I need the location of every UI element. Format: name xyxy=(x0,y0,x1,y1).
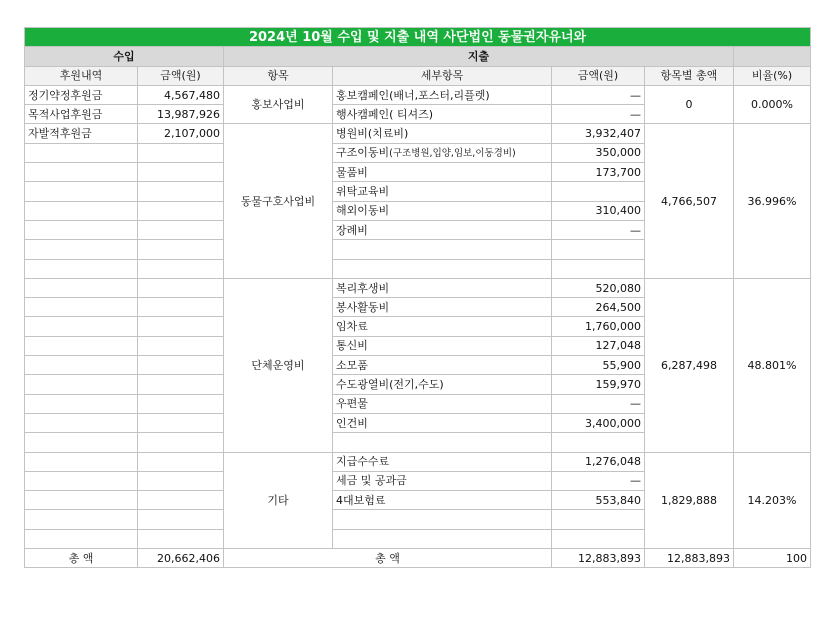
col-header-ratio: 비율(%) xyxy=(734,66,811,85)
detail-label: 수도광열비(전기,수도) xyxy=(336,377,444,391)
detail-label: 봉사활동비 xyxy=(336,300,390,314)
category-ratio: 0.000% xyxy=(734,85,811,124)
detail-amount: 553,840 xyxy=(552,491,645,510)
detail-amount: 55,900 xyxy=(552,356,645,375)
detail-label: 우편물 xyxy=(336,397,368,411)
category-ratio: 36.996% xyxy=(734,124,811,278)
income-label-empty xyxy=(25,452,138,471)
income-amount-empty xyxy=(138,375,224,394)
category-grand-total: 12,883,893 xyxy=(645,549,734,568)
detail-item xyxy=(333,529,552,548)
income-label-empty xyxy=(25,336,138,355)
category-name: 기타 xyxy=(224,452,333,548)
detail-amount: 127,048 xyxy=(552,336,645,355)
expense-section-header: 지출 xyxy=(224,47,734,66)
income-amount-empty xyxy=(138,298,224,317)
table-row xyxy=(25,452,811,471)
category-total: 4,766,507 xyxy=(645,124,734,278)
income-label-empty xyxy=(25,278,138,297)
detail-label: 물품비 xyxy=(336,165,368,179)
detail-label: 홍보캠페인(배너,포스터,리플렛) xyxy=(336,88,490,102)
detail-label: 행사캠페인( 티셔즈) xyxy=(336,107,434,121)
category-total: 1,829,888 xyxy=(645,452,734,548)
page-title: 2024년 10월 수입 및 지출 내역 사단법인 동물권자유너와 xyxy=(25,28,811,47)
category-name: 단체운영비 xyxy=(224,278,333,452)
income-amount-empty xyxy=(138,240,224,259)
detail-item xyxy=(333,471,552,490)
detail-item xyxy=(333,298,552,317)
detail-label: 인건비 xyxy=(336,416,368,430)
detail-amount xyxy=(552,433,645,452)
detail-label: 지급수수료 xyxy=(336,455,390,469)
category-total: 0 xyxy=(645,85,734,124)
detail-label: 병원비(치료비) xyxy=(336,127,409,141)
section-header-blank xyxy=(734,47,811,66)
detail-label: 소모품 xyxy=(336,358,368,372)
detail-amount: 310,400 xyxy=(552,201,645,220)
col-header-category-total: 항목별 총액 xyxy=(645,66,734,85)
table-row xyxy=(25,85,811,104)
detail-item xyxy=(333,491,552,510)
detail-amount: — xyxy=(552,220,645,239)
income-label-empty xyxy=(25,394,138,413)
table-row xyxy=(25,124,811,143)
expense-total-label: 총 액 xyxy=(224,549,552,568)
income-amount-empty xyxy=(138,163,224,182)
income-amount-empty xyxy=(138,491,224,510)
income-amount-empty xyxy=(138,182,224,201)
detail-amount: 350,000 xyxy=(552,143,645,162)
income-total: 20,662,406 xyxy=(138,549,224,568)
detail-amount: 3,932,407 xyxy=(552,124,645,143)
income-label-empty xyxy=(25,220,138,239)
income-amount-empty xyxy=(138,220,224,239)
detail-label: 복리후생비 xyxy=(336,281,390,295)
category-total: 6,287,498 xyxy=(645,278,734,452)
detail-item xyxy=(333,220,552,239)
detail-label: 구조이동비 xyxy=(336,145,390,159)
income-amount-empty xyxy=(138,278,224,297)
income-amount-empty xyxy=(138,529,224,548)
ledger-body xyxy=(25,28,811,568)
detail-label: 임차료 xyxy=(336,320,368,334)
detail-item xyxy=(333,356,552,375)
income-amount-empty xyxy=(138,433,224,452)
col-header-income-amount: 금액(원) xyxy=(138,66,224,85)
detail-amount: — xyxy=(552,394,645,413)
income-amount: 13,987,926 xyxy=(138,105,224,124)
income-label-empty xyxy=(25,240,138,259)
col-header-donation-type: 후원내역 xyxy=(25,66,138,85)
detail-item xyxy=(333,240,552,259)
income-amount: 2,107,000 xyxy=(138,124,224,143)
detail-amount: 1,760,000 xyxy=(552,317,645,336)
detail-label: 4대보험료 xyxy=(336,493,386,507)
totals-row xyxy=(25,549,811,568)
detail-item xyxy=(333,143,552,162)
income-label-empty xyxy=(25,529,138,548)
col-header-detail: 세부항목 xyxy=(333,66,552,85)
income-label: 목적사업후원금 xyxy=(25,105,138,124)
detail-amount xyxy=(552,240,645,259)
income-label-empty xyxy=(25,259,138,278)
income-amount-empty xyxy=(138,317,224,336)
income-amount-empty xyxy=(138,336,224,355)
income-amount-empty xyxy=(138,394,224,413)
detail-amount: — xyxy=(552,105,645,124)
income-amount-empty xyxy=(138,510,224,529)
detail-item xyxy=(333,433,552,452)
detail-item xyxy=(333,375,552,394)
detail-amount: 159,970 xyxy=(552,375,645,394)
detail-amount: — xyxy=(552,471,645,490)
income-label-empty xyxy=(25,201,138,220)
detail-item xyxy=(333,452,552,471)
detail-sublabel: (구조병원,입양,임보,이동경비) xyxy=(389,147,516,159)
income-label-empty xyxy=(25,433,138,452)
detail-label: 통신비 xyxy=(336,339,368,353)
detail-item xyxy=(333,278,552,297)
income-label: 정기약정후원금 xyxy=(25,85,138,104)
income-amount-empty xyxy=(138,143,224,162)
income-label-empty xyxy=(25,143,138,162)
detail-amount: 1,276,048 xyxy=(552,452,645,471)
detail-amount: 173,700 xyxy=(552,163,645,182)
col-header-expense-amount: 금액(원) xyxy=(552,66,645,85)
detail-label: 세금 및 공과금 xyxy=(336,474,407,488)
income-label-empty xyxy=(25,182,138,201)
detail-item xyxy=(333,317,552,336)
detail-item xyxy=(333,336,552,355)
detail-item xyxy=(333,394,552,413)
income-label-empty xyxy=(25,471,138,490)
income-amount-empty xyxy=(138,259,224,278)
detail-item xyxy=(333,85,552,104)
income-label-empty xyxy=(25,298,138,317)
detail-amount xyxy=(552,510,645,529)
income-label-empty xyxy=(25,375,138,394)
col-header-category: 항목 xyxy=(224,66,333,85)
detail-amount: 3,400,000 xyxy=(552,413,645,432)
detail-label: 해외이동비 xyxy=(336,204,390,218)
ledger-sheet xyxy=(24,27,810,568)
detail-item xyxy=(333,413,552,432)
table-row xyxy=(25,278,811,297)
income-label-empty xyxy=(25,356,138,375)
ratio-total: 100 xyxy=(734,549,811,568)
ledger-table xyxy=(24,27,811,568)
detail-item xyxy=(333,105,552,124)
category-name: 동물구호사업비 xyxy=(224,124,333,278)
income-label-empty xyxy=(25,317,138,336)
detail-amount xyxy=(552,182,645,201)
income-label-empty xyxy=(25,491,138,510)
income-section-header: 수입 xyxy=(25,47,224,66)
income-amount-empty xyxy=(138,413,224,432)
detail-amount: 520,080 xyxy=(552,278,645,297)
detail-item xyxy=(333,201,552,220)
income-label-empty xyxy=(25,510,138,529)
income-amount: 4,567,480 xyxy=(138,85,224,104)
income-amount-empty xyxy=(138,201,224,220)
income-amount-empty xyxy=(138,452,224,471)
detail-item xyxy=(333,259,552,278)
expense-total: 12,883,893 xyxy=(552,549,645,568)
detail-amount xyxy=(552,529,645,548)
detail-label: 위탁교육비 xyxy=(336,185,390,199)
detail-item xyxy=(333,182,552,201)
detail-item xyxy=(333,124,552,143)
detail-amount xyxy=(552,259,645,278)
detail-amount: 264,500 xyxy=(552,298,645,317)
income-total-label: 총 액 xyxy=(25,549,138,568)
income-amount-empty xyxy=(138,471,224,490)
detail-amount: — xyxy=(552,85,645,104)
income-label-empty xyxy=(25,413,138,432)
income-amount-empty xyxy=(138,356,224,375)
category-ratio: 48.801% xyxy=(734,278,811,452)
detail-label: 장례비 xyxy=(336,223,368,237)
detail-item xyxy=(333,510,552,529)
income-label: 자발적후원금 xyxy=(25,124,138,143)
income-label-empty xyxy=(25,163,138,182)
detail-item xyxy=(333,163,552,182)
category-ratio: 14.203% xyxy=(734,452,811,548)
category-name: 홍보사업비 xyxy=(224,85,333,124)
